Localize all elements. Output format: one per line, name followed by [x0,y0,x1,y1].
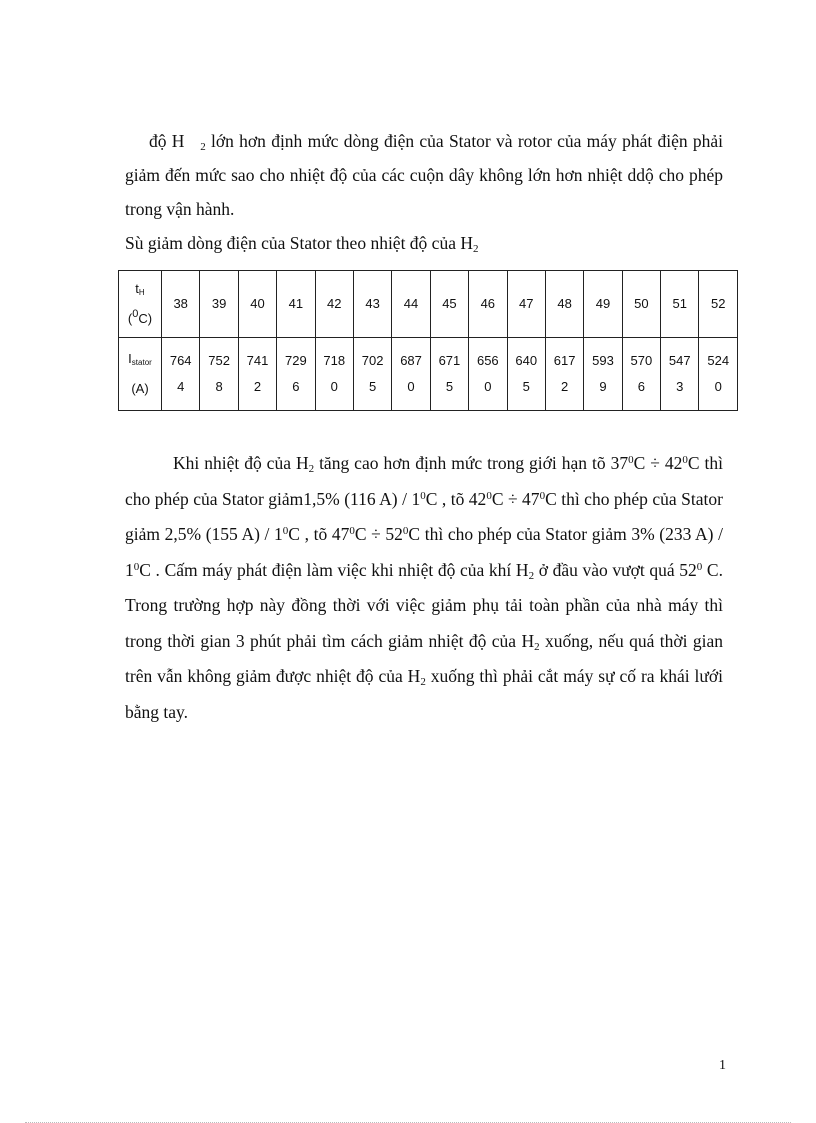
temperature-cell: 45 [430,271,468,338]
current-temperature-table [118,270,738,411]
temperature-row [119,271,738,338]
current-cell: 524 0 [699,338,738,411]
temperature-cell: 38 [162,271,200,338]
text: lớn hơn định mức dòng điện của Stator và rotor của máy phát điện phải giảm đến mức sao cho nhiệt độ của các cuộn dây không lớn hơn nhiệt ddộ cho phép trong vận hành. [125,131,724,219]
temperature-cell: 48 [545,271,583,338]
current-cell: 547 3 [661,338,699,411]
temperature-cell: 44 [392,271,430,338]
current-header-cell: Istator (A) [119,338,162,411]
temperature-cell: 49 [584,271,622,338]
current-cell: 741 2 [238,338,276,411]
subscript: 2 [200,141,206,153]
temperature-header-cell: tH ($^0$C) [119,271,162,338]
current-row [119,338,738,411]
current-cell: 656 0 [469,338,507,411]
temperature-cell: 51 [661,271,699,338]
current-cell: 718 0 [315,338,353,411]
temperature-cell: 43 [353,271,391,338]
current-cell: 764 4 [162,338,200,411]
current-cell: 640 5 [507,338,545,411]
current-cell: 702 5 [353,338,391,411]
text: độ H [149,131,185,151]
temperature-cell: 42 [315,271,353,338]
current-cell: 729 6 [277,338,315,411]
caption-text: Sù giảm dòng điện của Stator theo nhiệt độ của H [125,233,473,253]
page-number: 1 [719,1058,726,1073]
paragraph-intro [125,124,723,226]
temperature-cell: 52 [699,271,738,338]
subscript: 2 [472,243,479,255]
current-cell: 570 6 [622,338,660,411]
temperature-cell: 47 [507,271,545,338]
temperature-cell: 50 [622,271,660,338]
temperature-cell: 46 [469,271,507,338]
temperature-cell: 40 [238,271,276,338]
temperature-cell: 39 [200,271,238,338]
paragraph-limits: Khi nhiệt độ của $H_2$ tăng cao hơn định mức trong giới hạn tõ $37^0C \div 42^0C$ thì cho phép của Stator giảm1,5% (116 $A) / 1^0C$ , tõ $42^0C \div 47^0C$ thì cho phép của Stator giảm 2,5% (155 $A) / 1^0C$ , tõ $47^0C \div 52^0C$ thì cho phép của Stator giảm 3% (233 $A) / 1^0C$ . Cấm máy phát điện làm việc khi nhiệt độ của khí $H_2$ ở đầu vào vượt quá $52^0$ C. Trong trường hợp này đồng thời với việc giảm phụ tải toàn phần của nhà máy thì trong thời gian 3 phút phải tìm cách giảm nhiệt độ của $H_2$ xuống, nếu quá thời gian trên vẫn không giảm được nhiệt độ của $H_2$ xuống thì phải cắt máy sự cố ra khái lưới bằng tay. [125,453,723,722]
table-caption [125,233,478,254]
current-cell: 687 0 [392,338,430,411]
current-cell: 671 5 [430,338,468,411]
current-cell: 617 2 [545,338,583,411]
current-cell: 752 8 [200,338,238,411]
current-cell: 593 9 [584,338,622,411]
temperature-cell: 41 [277,271,315,338]
